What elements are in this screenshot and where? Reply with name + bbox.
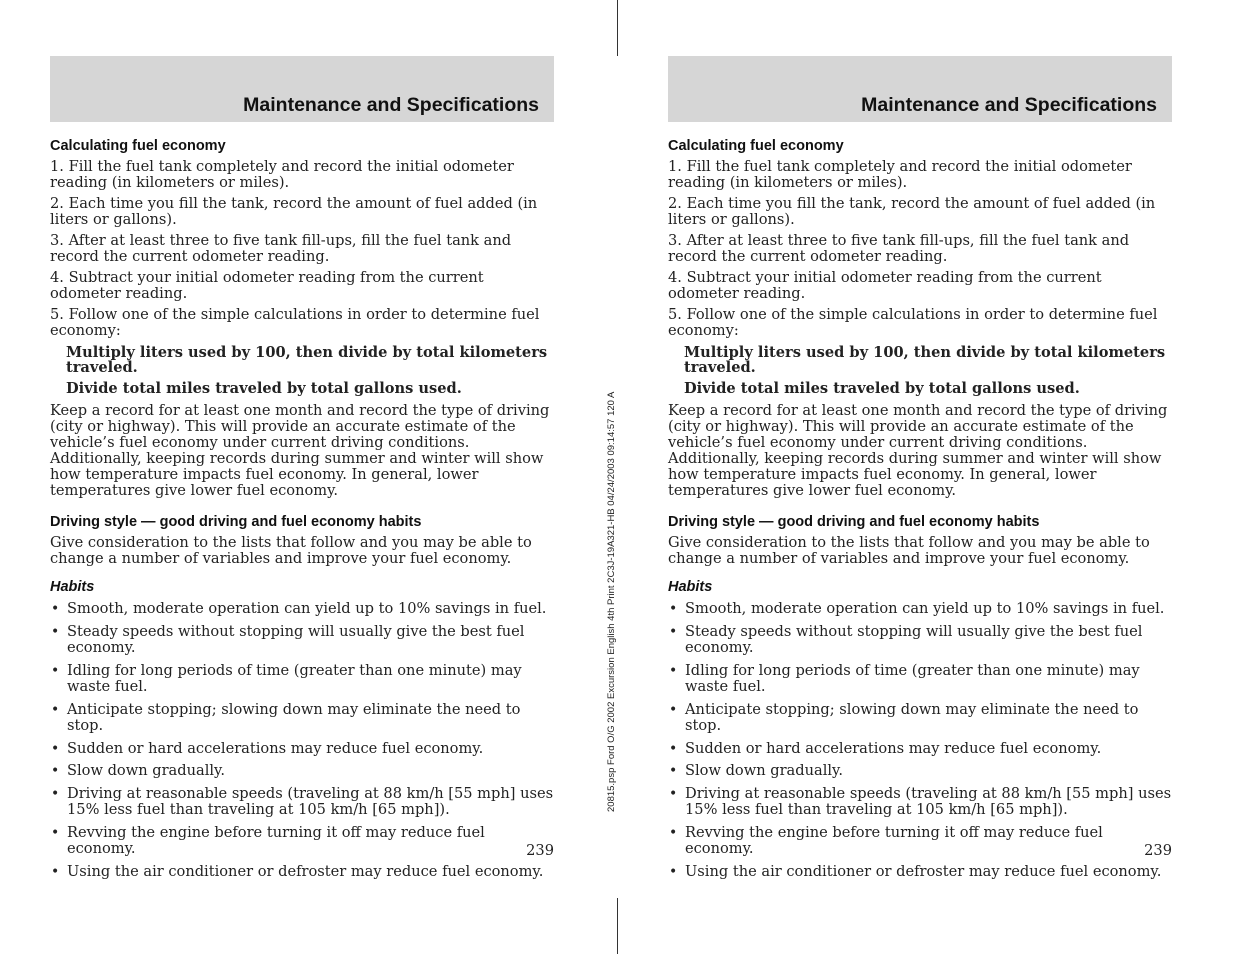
bullet-icon: • xyxy=(669,763,678,779)
bullet-icon: • xyxy=(669,623,678,640)
section-title-driving-style: Driving style — good driving and fuel economy habits xyxy=(50,514,422,530)
bullet-icon: • xyxy=(51,662,60,679)
page-header xyxy=(50,56,554,122)
step-3: 3. After at least three to five tank fill-ups, fill the fuel tank and record the current odometer reading. xyxy=(668,232,1130,265)
list-item: • Slow down gradually. xyxy=(669,762,843,779)
gutter-line-bottom xyxy=(617,898,618,954)
print-slug: 20815.psp Ford O/G 2002 Excursion English 4th Print 2C3J-19A321-HB 04/24/2003 09:14:57 120 A xyxy=(606,391,617,812)
bullet-icon: • xyxy=(669,824,678,841)
list-item: • Revving the engine before turning it off may reduce fuel economy. xyxy=(51,823,485,857)
habits-title: Habits xyxy=(50,579,95,595)
right-page xyxy=(668,56,1172,880)
list-item: • Sudden or hard accelerations may reduce fuel economy. xyxy=(669,739,1102,757)
driving-style-intro: Give consideration to the lists that follow and you may be able to change a number of variables and improve your fuel economy. xyxy=(668,534,1150,567)
section-title-driving-style: Driving style — good driving and fuel economy habits xyxy=(668,514,1040,530)
habits-list xyxy=(50,601,554,880)
page-header xyxy=(668,56,1172,122)
bullet-icon: • xyxy=(51,763,60,779)
bullet-icon: • xyxy=(51,824,60,841)
bullet-icon: • xyxy=(51,601,60,617)
step-2: 2. Each time you fill the tank, record the amount of fuel added (in liters or gallons). xyxy=(50,195,538,228)
bullet-icon: • xyxy=(669,740,678,757)
list-item: • Steady speeds without stopping will usually give the best fuel economy. xyxy=(51,622,525,656)
left-page xyxy=(50,56,554,880)
calc-us: Divide total miles traveled by total gallons used. xyxy=(684,380,1080,397)
list-item: • Driving at reasonable speeds (traveling at 88 km/h [55 mph] uses 15% less fuel than traveling at 105 km/h [65 mph]). xyxy=(51,784,554,818)
habits-list xyxy=(668,601,1172,880)
bullet-icon: • xyxy=(51,701,60,718)
list-item: • Steady speeds without stopping will usually give the best fuel economy. xyxy=(669,622,1143,656)
record-paragraph: Keep a record for at least one month and record the type of driving (city or highway). This will provide an accurate estimate of the vehicle’s fuel economy under current driving conditions. Additionally, keeping records during summer and winter will show how temperature impacts fuel economy. In general, lower temperatures give lower fuel economy. xyxy=(668,402,1168,499)
list-item: • Using the air conditioner or defroster may reduce fuel economy. xyxy=(669,862,1162,880)
list-item: • Idling for long periods of time (greater than one minute) may waste fuel. xyxy=(669,661,1140,695)
calc-metric: Multiply liters used by 100, then divide by total kilometers traveled. xyxy=(684,344,1166,376)
page-header-title: Maintenance and Specifications xyxy=(243,94,539,116)
list-item: • Revving the engine before turning it off may reduce fuel economy. xyxy=(669,823,1103,857)
list-item: • Smooth, moderate operation can yield up to 10% savings in fuel. xyxy=(669,600,1165,617)
habits-title: Habits xyxy=(668,579,713,595)
step-5: 5. Follow one of the simple calculations in order to determine fuel economy: xyxy=(668,306,1158,339)
step-1: 1. Fill the fuel tank completely and record the initial odometer reading (in kilometers or miles). xyxy=(50,158,514,191)
bullet-icon: • xyxy=(51,785,60,802)
step-4: 4. Subtract your initial odometer reading from the current odometer reading. xyxy=(668,269,1102,302)
section-title-fuel-economy: Calculating fuel economy xyxy=(668,138,844,154)
list-item: • Using the air conditioner or defroster may reduce fuel economy. xyxy=(51,862,544,880)
step-5: 5. Follow one of the simple calculations in order to determine fuel economy: xyxy=(50,306,540,339)
gutter-line-top xyxy=(617,0,618,56)
page-header-title: Maintenance and Specifications xyxy=(861,94,1157,116)
list-item: • Anticipate stopping; slowing down may eliminate the need to stop. xyxy=(669,700,1139,734)
list-item: • Slow down gradually. xyxy=(51,762,225,779)
bullet-icon: • xyxy=(669,701,678,718)
record-paragraph: Keep a record for at least one month and record the type of driving (city or highway). This will provide an accurate estimate of the vehicle’s fuel economy under current driving conditions. Additionally, keeping records during summer and winter will show how temperature impacts fuel economy. In general, lower temperatures give lower fuel economy. xyxy=(50,402,550,499)
driving-style-intro: Give consideration to the lists that follow and you may be able to change a number of variables and improve your fuel economy. xyxy=(50,534,532,567)
calc-us: Divide total miles traveled by total gallons used. xyxy=(66,380,462,397)
step-1: 1. Fill the fuel tank completely and record the initial odometer reading (in kilometers or miles). xyxy=(668,158,1132,191)
list-item: • Smooth, moderate operation can yield up to 10% savings in fuel. xyxy=(51,600,547,617)
list-item: • Anticipate stopping; slowing down may eliminate the need to stop. xyxy=(51,700,521,734)
list-item: • Sudden or hard accelerations may reduce fuel economy. xyxy=(51,739,484,757)
step-2: 2. Each time you fill the tank, record the amount of fuel added (in liters or gallons). xyxy=(668,195,1156,228)
section-title-fuel-economy: Calculating fuel economy xyxy=(50,138,226,154)
bullet-icon: • xyxy=(669,785,678,802)
bullet-icon: • xyxy=(669,662,678,679)
bullet-icon: • xyxy=(669,863,678,880)
step-4: 4. Subtract your initial odometer reading from the current odometer reading. xyxy=(50,269,484,302)
bullet-icon: • xyxy=(51,623,60,640)
list-item: • Driving at reasonable speeds (traveling at 88 km/h [55 mph] uses 15% less fuel than traveling at 105 km/h [65 mph]). xyxy=(669,784,1172,818)
page-number: 239 xyxy=(526,842,554,859)
calc-metric: Multiply liters used by 100, then divide by total kilometers traveled. xyxy=(66,344,548,376)
bullet-icon: • xyxy=(51,740,60,757)
page-number: 239 xyxy=(1144,842,1172,859)
bullet-icon: • xyxy=(669,601,678,617)
bullet-icon: • xyxy=(51,863,60,880)
list-item: • Idling for long periods of time (greater than one minute) may waste fuel. xyxy=(51,661,522,695)
step-3: 3. After at least three to five tank fill-ups, fill the fuel tank and record the current odometer reading. xyxy=(50,232,512,265)
